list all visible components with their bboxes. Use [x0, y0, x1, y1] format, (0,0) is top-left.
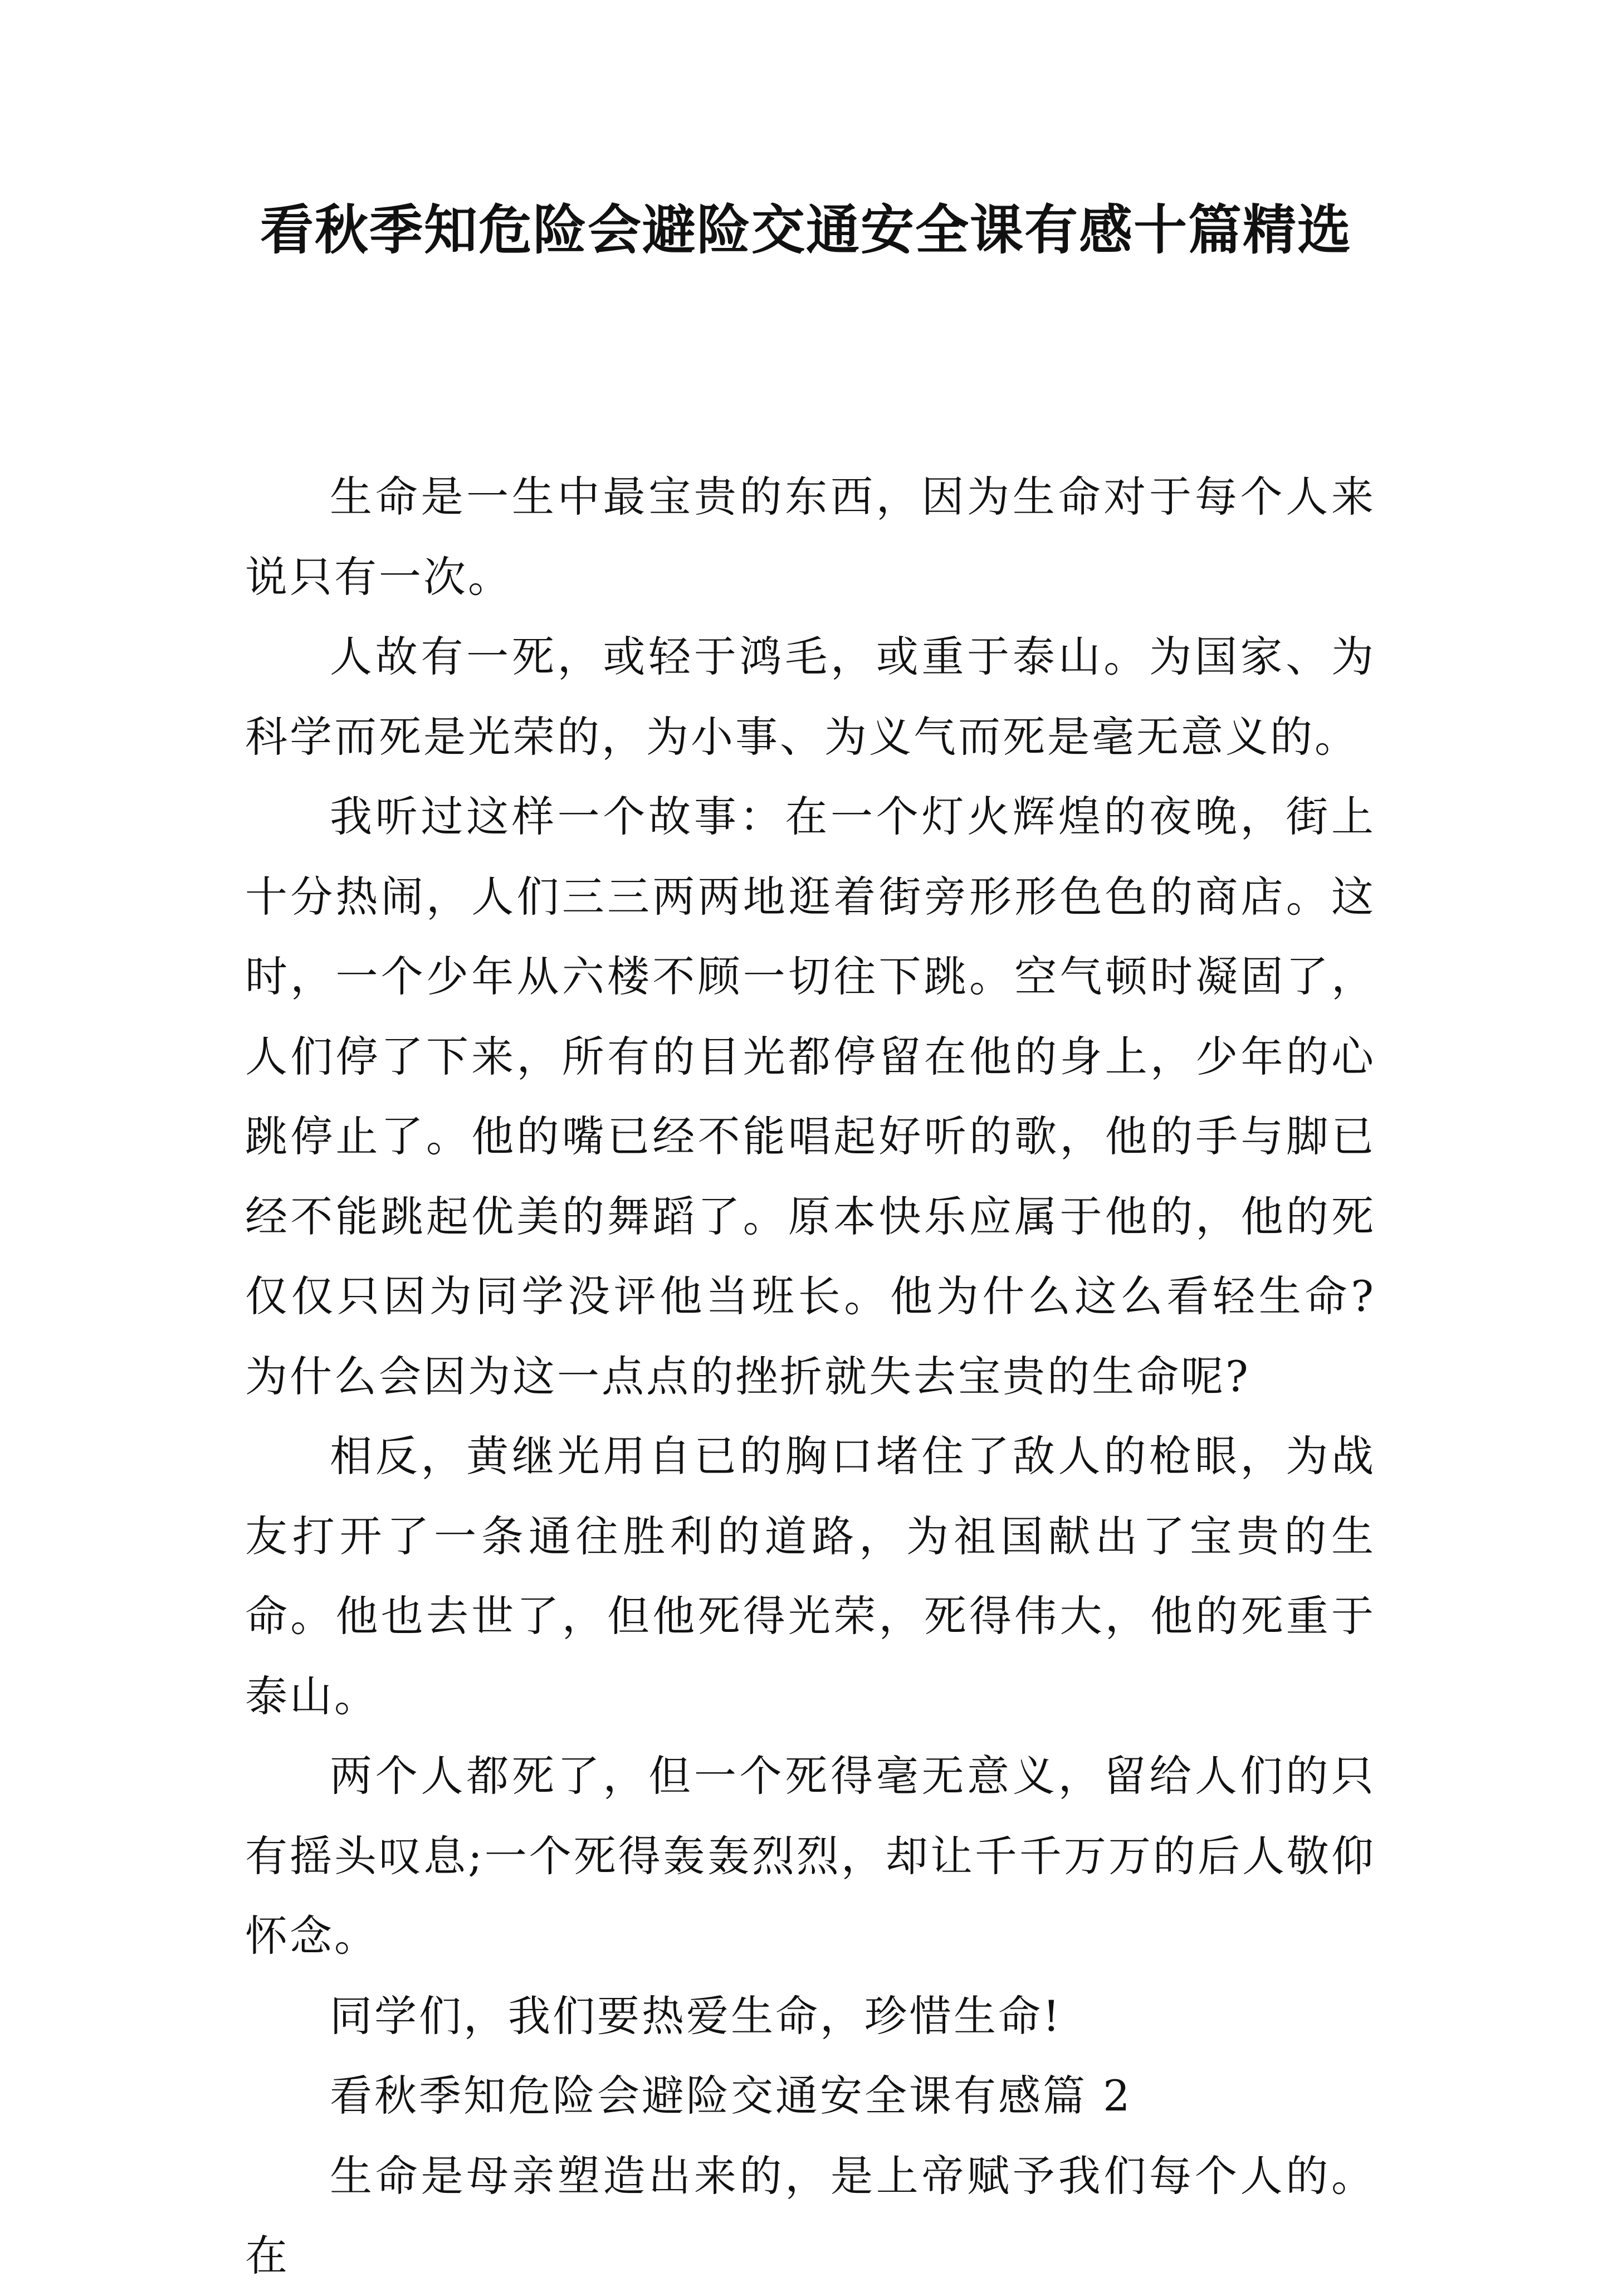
document-body [245, 457, 1376, 2296]
paragraph-1: 生命是一生中最宝贵的东西，因为生命对于每个人来说只有一次。 [245, 472, 1376, 602]
paragraph-2: 人故有一死，或轻于鸿毛，或重于泰山。为国家、为科学而死是光荣的，为小事、为义气而死是毫无意义的。 [245, 632, 1376, 762]
section-heading-2: 看秋季知危险会避险交通安全课有感篇 2 [330, 2071, 1132, 2120]
paragraph-3: 我听过这样一个故事：在一个灯火辉煌的夜晚，街上十分热闹，人们三三两两地逛着街旁形形色色的商店。这时，一个少年从六楼不顾一切往下跳。空气顿时凝固了，人们停了下来，所有的目光都停留在他的身上，少年的心跳停止了。他的嘴已经不能唱起好听的歌，他的手与脚已经不能跳起优美的舞蹈了。原本快乐应属于他的，他的死仅仅只因为同学没评他当班长。他为什么这么看轻生命?为什么会因为这一点点的挫折就失去宝贵的生命呢? [245, 792, 1376, 1401]
paragraph-7: 生命是母亲塑造出来的，是上帝赋予我们每个人的。在 [245, 2151, 1376, 2280]
paragraph-4: 相反，黄继光用自已的胸口堵住了敌人的枪眼，为战友打开了一条通往胜利的道路，为祖国献出了宝贵的生命。他也去世了，但他死得光荣，死得伟大，他的死重于泰山。 [245, 1431, 1376, 1721]
document-title: 看秋季知危险会避险交通安全课有感十篇精选 [260, 198, 1352, 261]
paragraph-6: 同学们，我们要热爱生命，珍惜生命! [330, 1991, 1062, 2041]
paragraph-5: 两个人都死了，但一个死得毫无意义，留给人们的只有摇头叹息;一个死得轰轰烈烈，却让千千万万的后人敬仰怀念。 [245, 1751, 1376, 1961]
